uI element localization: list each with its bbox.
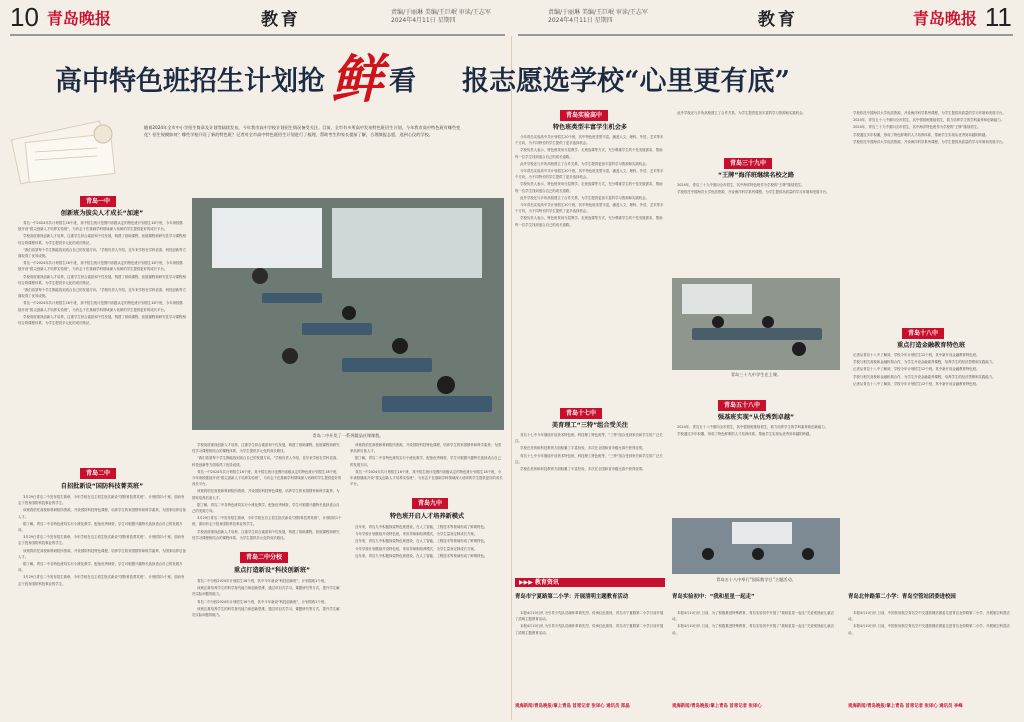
story7-title: “王牌”海洋班继续名校之路 (717, 172, 795, 179)
continued-para: 3月29日青岛二中发布招生简章，今年学校在自主招生批次新设“国防科技菁英班”，计划招收1个班，面向有志于投身国防科技事业的学生。 (192, 516, 342, 527)
story6-para: 近年来，青岛九中积极探索特色班建设，在人工智能、工程技术等领域形成了鲜明特色。 (355, 553, 488, 558)
story3-tag: 青岛二中分校 (240, 552, 288, 563)
right-section-title: 教育 (757, 9, 798, 30)
story8-body (672, 424, 840, 512)
continued-para: 该班将依托高校和科研院所资源，开设国防科技特色课程，培养学生的家国情怀和科学素养，为国家培养后备人才。 (350, 443, 501, 454)
headline-part3: 报志愿选学校“心里更有底” (462, 65, 791, 97)
left-editor-line: 责编/于丽琳 美编/王巨岷 审读/王志军 (390, 9, 491, 16)
brief1-para: 本报4月10日讯 为引导少先队员缅怀革命先烈，传承红色基因，青岛市宁夏路第二小学日前开展了清明主题教育活动。 (515, 611, 664, 622)
headline-big-character: 鲜 (331, 48, 384, 110)
story9-tag: 青岛十八中 (902, 328, 944, 339)
story2-title: 自招批新设“国防科技菁英班” (60, 483, 144, 490)
story2-para: 3月29日青岛二中发布招生简章，今年学校在自主招生批次新设“国防科技菁英班”，计划招收1个班，面向有志于投身国防科技事业的学生。 (18, 575, 185, 586)
story9-title: 重点打造金融教育特色班 (896, 342, 966, 349)
story2-para: 该班将依托高校和科研院所资源，开设国防科技特色课程，培养学生的家国情怀和科学素养，为国家培养后备人才。 (18, 548, 186, 559)
left-section-title: 教育 (260, 9, 301, 30)
brief3-para: 本报4月10日讯 日前，中国民用航空青岛空中交通管理站团委走进青岛北仲路第二小学，开展航空科普活动。 (848, 624, 1010, 635)
brief3-title: 青岛北仲路第二小学：青岛空管站团委进校园 (848, 594, 956, 600)
right-date-line: 2024年4月11日 星期四 (548, 17, 613, 24)
continued-para: 据了解，青岛二中各特色班均实行小班化教学，配备优秀师资，学生可根据兴趣特长选择适合自己的发展方向。 (350, 456, 501, 467)
brief1-title: 青岛市宁夏路第二小学：开展清明主题教育活动 (515, 594, 629, 600)
story4-para: 此外学校还与多所高校建立了合作关系，为学生提供更加丰富的学习资源和实践机会。 (520, 161, 649, 166)
brief2-title: 青岛实验初中：“我和星星一起走” (672, 594, 755, 600)
brief2-body (672, 610, 840, 702)
page-gutter (511, 36, 512, 720)
story3-para: 该班注重培养学生的科学探究能力和创新思维，通过项目式学习、课题研究等方式，提升学生解决实际问题的能力。 (192, 606, 340, 618)
story1-para: 青岛一中2024年共计划招生16个班，其中招生统计范围内省级认定的特色班计划招生18个班，今年该校继续开设“拔尖创新人才培养实验班”，为有志于在基础学科领域深入钻研的学生提供更好的成长平台。 (18, 301, 183, 312)
continued-para: 学校依托中国海洋大学优质资源，开设海洋科学系列课程，为学生提供高质量的学习环境和发展平台。 (853, 111, 1006, 115)
story3-para: 青岛二中分校2024年计划招生16个班，其中今年新设“科技创新班”，计划招收1个班。 (197, 579, 328, 583)
math-day-photo-caption: 青岛五十八中举行“国际数学日”主题活动。 (716, 577, 796, 582)
brief2-para: 本报4月10日讯 日前，为了积极推进特殊教育，青岛实验初中开展了“我和星星一起走”关爱孤独症儿童活动。 (672, 611, 834, 622)
story6-para: 近年来，青岛九中积极探索特色班建设，在人工智能、工程技术等领域形成了鲜明特色。 (355, 525, 488, 529)
story1-para: 学校高度重视创新人才培养，注重学生综合素质和个性发展，构建了基础课程、拓展课程和研究性学习课程相结合的课程体系，为学生提供多元化的成长路径。 (18, 274, 186, 285)
story9-para: 学校与相关高校和金融机构合作，为学生开设金融素养课程，培养学生的经济思维和实践能力。 (853, 374, 996, 379)
right-page-header (518, 0, 1013, 34)
scroll-decoration (5, 112, 133, 192)
story5-para: 青岛十七中今年继续开设美术特色班、科技理工特色班等，“三特”组合受到家长和学生的广泛关注。 (515, 433, 663, 444)
brief3-para: 本报4月10日讯 日前，中国民用航空青岛空中交通管理站团委走进青岛北仲路第二小学，开展航空科普活动。 (848, 611, 1010, 622)
story1-body (18, 220, 186, 460)
story1-para: 学校高度重视创新人才培养，注重学生综合素质和个性发展，构建了基础课程、拓展课程和研究性学习课程相结合的课程体系，为学生提供多元化的成长路径。 (18, 314, 186, 326)
story5-para: 青岛十七中今年继续开设美术特色班、科技理工特色班等，“三特”组合受到家长和学生的广泛关注。 (515, 453, 663, 464)
story2-body (18, 494, 186, 712)
brief2-para: 本报4月10日讯 日前，为了积极推进特殊教育，青岛实验初中开展了“我和星星一起走”关爱孤独症儿童活动。 (672, 624, 834, 635)
story1-para: “我们希望每个学生都能找到适合自己的发展方向。”学校负责人介绍，近年来学校在学科竞赛、科技创新等方面取得了优异成绩。 (18, 247, 186, 259)
story5-para: 学校在美育和科技教育方面积累了丰富经验，多次在全国和省市级比赛中获得佳绩。 (520, 446, 646, 451)
right-page-number: 11 (984, 1, 1012, 32)
story5-tag: 青岛十七中 (560, 408, 602, 419)
continued-para: “我们希望每个学生都能找到适合自己的发展方向。”学校负责人介绍，近年来学校在学科竞赛、科技创新等方面取得了优异成绩。 (192, 456, 340, 467)
marine-class-photo (672, 278, 840, 370)
continued-para: 该班将依托高校和科研院所资源，开设国防科技特色课程，培养学生的家国情怀和科学素养，为国家培养后备人才。 (192, 489, 340, 500)
continued-para: 学校通过多年积累，形成了特色鲜明的人才培养体系，帮助学生实现从优秀到卓越的跨越。 (853, 132, 989, 137)
brief1-byline: 观海新闻/青岛晚报/掌上青岛 首席记者 张译心 通讯员 郑晶 (515, 704, 630, 709)
news-section-bar: ▶▶▶ 教育资讯 (515, 578, 665, 587)
story7-para: 2024年，青岛三十九中面向全市招生，其中海洋特色班作为学校的“王牌”继续招生。 (677, 183, 805, 187)
story9-para: 记者从青岛十八中了解到，学校今年计划招生12个班，其中新开设金融教育特色班。 (853, 353, 980, 357)
brief3-body (848, 610, 1014, 702)
story3-body (192, 578, 342, 712)
story5-para: 学校在美育和科技教育方面积累了丰富经验，多次在全国和省市级比赛中获得佳绩。 (520, 467, 646, 472)
story2-tag: 青岛二中 (80, 468, 116, 479)
story9-para: 记者从青岛十八中了解到，学校今年计划招生12个班，其中新开设金融教育特色班。 (853, 367, 980, 372)
continued-para: 2024年，青岛五十八中面向全市招生，其中强基班继续招生，着力培养学生的学科素养和创新能力。 (853, 118, 1005, 123)
brief1-para: 本报4月10日讯 为引导少先队员缅怀革命先烈，传承红色基因，青岛市宁夏路第二小学日前开展了清明主题教育活动。 (515, 624, 664, 635)
main-headline (55, 48, 985, 110)
story7-body (672, 182, 840, 274)
story9-body (848, 352, 1014, 582)
story2-para: 3月29日青岛二中发布招生简章，今年学校在自主招生批次新设“国防科技菁英班”，计划招收1个班，面向有志于投身国防科技事业的学生。 (18, 495, 185, 506)
story6-para: 今年学校计划继续开设特色班，采用导师制培养模式，为学生量身定制成长方案。 (355, 532, 478, 537)
story3-title: 重点打造新设“科技创新班” (233, 567, 311, 574)
story1-para: “我们希望每个学生都能找到适合自己的发展方向。”学校负责人介绍，近年来学校在学科竞赛、科技创新等方面取得了优异成绩。 (18, 288, 186, 299)
story6-body (350, 524, 504, 712)
brief1-body (515, 610, 665, 702)
story6-para: 近年来，青岛九中积极探索特色班建设，在人工智能、工程技术等领域形成了鲜明特色。 (355, 539, 488, 544)
story1-para: 学校高度重视创新人才培养，注重学生综合素质和个性发展，构建了基础课程、拓展课程和研究性学习课程相结合的课程体系，为学生提供多元化的成长路径。 (18, 234, 186, 245)
brief2-byline: 观海新闻/青岛晚报/掌上青岛 首席记者 张译心 (672, 704, 762, 709)
story4-para: 今年青岛实验高中共计划招生20个班，其中特色班类型丰富，涵盖人文、理科、外语、艺术等多个方向，为不同特长的学生提供了更多选择机会。 (515, 203, 664, 214)
story2-para: 该班将依托高校和科研院所资源，开设国防科技特色课程，培养学生的家国情怀和科学素养，为国家培养后备人才。 (18, 508, 186, 519)
intro-paragraph: 随着2024年全市中小学招生简章及计划等陆续发布，今年我市高中学校计划招生情况备受关注。目前，全市有多所高中发布特色班招生计划，今年我市高中特色班有哪些变化？招生规模如何？哪些学校开设了新的特色班？记者对全市高中特色班招生计划进行了梳理，帮助考生和家长提前了解，合理填报志愿，选到心仪的学校。 (144, 125, 461, 138)
story5-body (515, 432, 665, 564)
right-column-top (848, 110, 1014, 320)
story4-para: 学校负责人表示，特色班采用分层教学、走班选课等方式，充分尊重学生的个性发展需求，帮助每一位学生找到适合自己的成长道路。 (515, 148, 663, 159)
story4-tag: 青岛实验高中 (560, 110, 608, 121)
marine-class-photo-caption: 青岛三十九中学生在上课。 (730, 372, 782, 377)
story4-para: 今年青岛实验高中共计划招生20个班，其中特色班类型丰富，涵盖人文、理科、外语、艺术等多个方向，为不同特长的学生提供了更多选择机会。 (515, 169, 664, 180)
continued-para: 青岛一中2024年共计划招生16个班，其中招生统计范围内省级认定的特色班计划招生18个班，今年该校继续开设“拔尖创新人才培养实验班”，为有志于在基础学科领域深入钻研的学生提供更好的成长平台。 (192, 469, 342, 487)
story2-para: 据了解，青岛二中各特色班均实行小班化教学，配备优秀师资，学生可根据兴趣特长选择适合自己的发展方向。 (18, 562, 183, 573)
headline-part2: 看 (389, 65, 417, 97)
story9-para: 学校与相关高校和金融机构合作，为学生开设金融素养课程，培养学生的经济思维和实践能力。 (853, 360, 996, 365)
continued-para: 此外学校还与多所高校建立了合作关系，为学生提供更加丰富的学习资源和实践机会。 (677, 111, 806, 115)
story6-para: 今年学校计划继续开设特色班，采用导师制培养模式，为学生量身定制成长方案。 (355, 546, 478, 551)
story4-para: 今年青岛实验高中共计划招生20个班，其中特色班类型丰富，涵盖人文、理科、外语、艺术等多个方向，为不同特长的学生提供了更多选择机会。 (515, 135, 664, 146)
story8-para: 2024年，青岛五十八中面向全市招生，其中强基班继续招生，着力培养学生的学科素养和创新能力。 (677, 425, 829, 429)
story4-para: 学校负责人表示，特色班采用分层教学、走班选课等方式，充分尊重学生的个性发展需求，帮助每一位学生找到适合自己的成长道路。 (515, 216, 663, 227)
left-date-line: 2024年4月11日 星期四 (390, 17, 456, 24)
continued-para: 学校依托中国海洋大学优质资源，开设海洋科学系列课程，为学生提供高质量的学习环境和发展平台。 (853, 139, 1006, 144)
classroom-photo (192, 198, 504, 430)
story4-para: 学校负责人表示，特色班采用分层教学、走班选课等方式，充分尊重学生的个性发展需求，帮助每一位学生找到适合自己的成长道路。 (515, 182, 663, 193)
continued-para: 学校高度重视创新人才培养，注重学生综合素质和个性发展，构建了基础课程、拓展课程和研究性学习课程相结合的课程体系，为学生提供多元化的成长路径。 (192, 529, 340, 540)
story4-body (515, 134, 665, 404)
story1-para: 青岛一中2024年共计划招生16个班，其中招生统计范围内省级认定的特色班计划招生18个班，今年该校继续开设“拔尖创新人才培养实验班”，为有志于在基础学科领域深入钻研的学生提供更好的成长平台。 (18, 261, 183, 272)
story4-continued (672, 110, 840, 152)
story4-para: 此外学校还与多所高校建立了合作关系，为学生提供更加丰富的学习资源和实践机会。 (520, 195, 649, 200)
continued-para: 2024年，青岛三十九中面向全市招生，其中海洋特色班作为学校的“王牌”继续招生。 (853, 125, 981, 130)
story5-title: 美育理工“三特”组合受关注 (551, 422, 629, 429)
left-page-number: 10 (10, 1, 39, 32)
story7-tag: 青岛三十九中 (724, 158, 772, 169)
classroom-photo-caption: 青岛二中开发了一系列精品社课课程。 (312, 433, 384, 438)
continued-para: 据了解，青岛二中各特色班均实行小班化教学，配备优秀师资，学生可根据兴趣特长选择适合自己的发展方向。 (192, 502, 340, 514)
story6-title: 特色班开启人才培养新模式 (389, 513, 465, 520)
story6-tag: 青岛九中 (412, 498, 448, 509)
story4-title: 特色班类型丰富学生机会多 (552, 124, 628, 131)
story1-title: 创新班为拔尖人才成长“加速” (60, 210, 144, 217)
right-editor-line: 责编/于丽琳 美编/王巨岷 审读/王志军 (548, 9, 648, 16)
continued-para: 学校高度重视创新人才培养，注重学生综合素质和个性发展，构建了基础课程、拓展课程和研究性学习课程相结合的课程体系，为学生提供多元化的成长路径。 (192, 443, 340, 454)
continued-para: 青岛一中2024年共计划招生16个班，其中招生统计范围内省级认定的特色班计划招生18个班，今年该校继续开设“拔尖创新人才培养实验班”，为有志于在基础学科领域深入钻研的学生提供更好的成长平台。 (350, 469, 503, 487)
story1-para: 青岛一中2024年共计划招生16个班，其中招生统计范围内省级认定的特色班计划招生18个班，今年该校继续开设“拔尖创新人才培养实验班”，为有志于在基础学科领域深入钻研的学生提供更好的成长平台。 (18, 221, 183, 232)
story2-para: 3月29日青岛二中发布招生简章，今年学校在自主招生批次新设“国防科技菁英班”，计划招收1个班，面向有志于投身国防科技事业的学生。 (18, 535, 185, 546)
math-day-photo (672, 518, 840, 574)
right-logo: 青岛晚报 (912, 8, 977, 28)
headline-part1: 高中特色班招生计划抢 (55, 65, 325, 97)
story8-title: 强基班实现“从优秀到卓越” (717, 414, 795, 421)
story8-tag: 青岛五十八中 (718, 400, 766, 411)
left-header-rule (10, 34, 505, 36)
story7-para: 学校依托中国海洋大学优质资源，开设海洋科学系列课程，为学生提供高质量的学习环境和发展平台。 (677, 190, 830, 195)
story3-para: 青岛二中分校2024年计划招生16个班，其中今年新设“科技创新班”，计划招收1个班。 (197, 599, 328, 604)
story3-para: 该班注重培养学生的科学探究能力和创新思维，通过项目式学习、课题研究等方式，提升学生解决实际问题的能力。 (192, 586, 340, 597)
story9-para: 记者从青岛十八中了解到，学校今年计划招生12个班，其中新开设金融教育特色班。 (853, 381, 980, 386)
story8-para: 学校通过多年积累，形成了特色鲜明的人才培养体系，帮助学生实现从优秀到卓越的跨越。 (677, 432, 813, 437)
story2-para: 据了解，青岛二中各特色班均实行小班化教学，配备优秀师资，学生可根据兴趣特长选择适合自己的发展方向。 (18, 521, 183, 533)
story1-tag: 青岛一中 (80, 196, 116, 207)
left-logo: 青岛晚报 (46, 8, 111, 28)
right-header-rule (518, 34, 1013, 36)
brief3-byline: 观海新闻/青岛晚报/掌上青岛 首席记者 张译心 通讯员 李峰 (848, 704, 963, 709)
left-page-header (10, 0, 505, 34)
